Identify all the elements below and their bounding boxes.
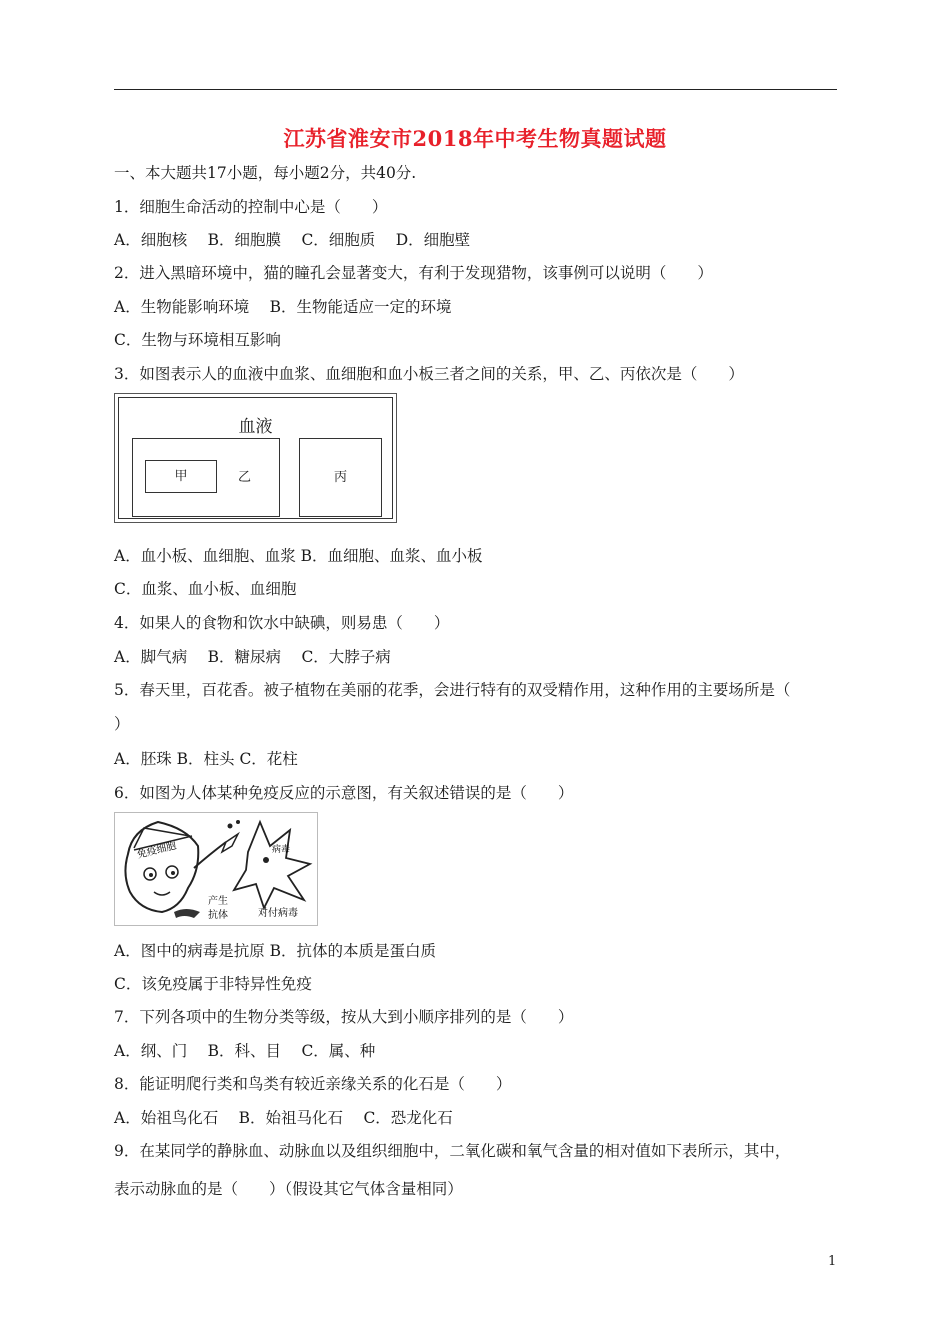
q8-stem: 8．能证明爬行类和鸟类有较近亲缘关系的化石是（ ） — [114, 1075, 512, 1093]
q2-stem: 2．进入黑暗环境中，猫的瞳孔会显著变大，有利于发现猎物，该事例可以说明（ ） — [114, 264, 713, 282]
label-jia: 甲 — [145, 460, 217, 493]
q4-stem: 4．如果人的食物和饮水中缺碘，则易患（ ） — [114, 614, 450, 632]
page-number: 1 — [828, 1254, 837, 1269]
q2-options-2: C．生物与环境相互影响 — [114, 331, 281, 349]
q2-options-1: A．生物能影响环境 B．生物能适应一定的环境 — [114, 298, 452, 316]
q5-stem-2: ） — [114, 715, 130, 733]
q9-stem-2: 表示动脉血的是（ ）（假设其它气体含量相同） — [114, 1180, 463, 1198]
q6-options-1: A．图中的病毒是抗原 B．抗体的本质是蛋白质 — [114, 942, 437, 960]
q7-stem: 7．下列各项中的生物分类等级，按从大到小顺序排列的是（ ） — [114, 1008, 574, 1026]
q1-options: A．细胞核 B．细胞膜 C．细胞质 D．细胞壁 — [114, 231, 471, 249]
q6-stem: 6．如图为人体某种免疫反应的示意图，有关叙述错误的是（ ） — [114, 784, 574, 802]
q5-options: A．胚珠 B．柱头 C．花柱 — [114, 750, 298, 768]
blood-left-box — [132, 438, 280, 517]
q3-options-1: A．血小板、血细胞、血浆 B．血细胞、血浆、血小板 — [114, 547, 483, 565]
label-produce-2: 抗体 — [208, 910, 228, 921]
q5-stem-1: 5．春天里，百花香。被子植物在美丽的花季，会进行特有的双受精作用，这种作用的主要场所是（ — [114, 681, 791, 699]
q7-options: A．纲、门 B．科、目 C．属、种 — [114, 1042, 376, 1060]
q3-options-2: C．血浆、血小板、血细胞 — [114, 580, 297, 598]
page-title: 江苏省淮安市2018年中考生物真题试题 — [283, 126, 667, 151]
section-intro: 一、本大题共17小题，每小题2分，共40分. — [114, 164, 417, 182]
label-virus: 病毒 — [272, 845, 291, 855]
q9-stem-1: 9．在某同学的静脉血、动脉血以及组织细胞中，二氧化碳和氧气含量的相对值如下表所示，其中， — [114, 1142, 791, 1160]
blood-outer-box — [118, 397, 393, 519]
label-fight-virus: 对付病毒 — [258, 908, 298, 919]
q4-options: A．脚气病 B．糖尿病 C．大脖子病 — [114, 648, 391, 666]
q3-stem: 3．如图表示人的血液中血浆、血细胞和血小板三者之间的关系，甲、乙、丙依次是（ ） — [114, 365, 744, 383]
q1-stem: 1．细胞生命活动的控制中心是（ ） — [114, 198, 388, 216]
label-immune-cell: 免疫细胞 — [136, 840, 178, 861]
label-produce-1: 产生 — [208, 896, 228, 907]
blood-caption: 血液 — [238, 417, 273, 437]
q8-options: A．始祖鸟化石 B．始祖马化石 C．恐龙化石 — [114, 1109, 453, 1127]
immune-diagram — [114, 812, 318, 926]
label-yi: 乙 — [238, 470, 252, 485]
header-rule — [114, 89, 837, 90]
blood-diagram — [114, 393, 397, 523]
q6-options-2: C．该免疫属于非特异性免疫 — [114, 975, 312, 993]
label-bing: 丙 — [299, 438, 382, 517]
